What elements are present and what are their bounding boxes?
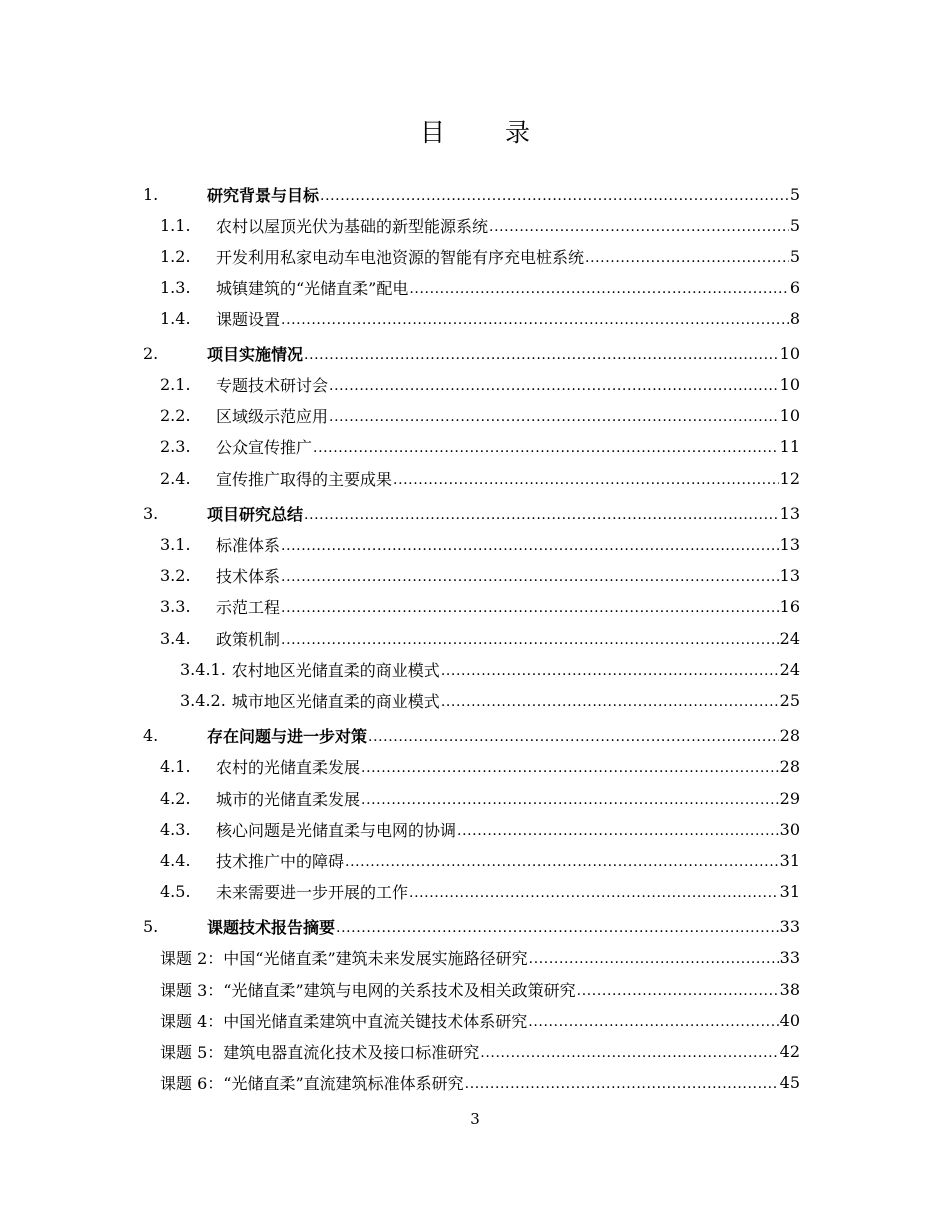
toc-entry-page: 5 [789,216,800,235]
toc-dot-leader [528,1005,778,1036]
toc-entry-number: 1.1. [160,216,191,235]
toc-entry-number: 3. [143,504,159,523]
toc-entry[interactable] [143,338,800,369]
toc-entry[interactable] [160,463,800,494]
toc-entry-number: 4.3. [160,820,191,839]
toc-entry-number: 2.3. [160,437,191,456]
toc-entry-number: 4.4. [160,851,191,870]
toc-entry-page: 13 [779,535,800,554]
toc-entry-number: 4.5. [160,882,191,901]
toc-dot-leader [409,876,779,907]
toc-entry-title: 公众宣传推广 [216,438,313,457]
toc-entry[interactable] [143,179,800,210]
toc-entry-page: 24 [779,660,800,679]
toc-entry-title: 农村地区光储直柔的商业模式 [231,661,440,680]
toc-entry[interactable] [143,498,800,529]
toc-entry-title: 课题设置 [216,310,281,329]
toc-entry[interactable] [160,591,800,622]
toc-entry-title: 项目实施情况 [207,345,304,364]
toc-entry[interactable] [180,685,800,716]
toc-entry-title: 专题技术研讨会 [216,376,329,395]
toc-dot-leader [345,845,779,876]
toc-entry[interactable] [160,845,800,876]
toc-entry-title: 城镇建筑的“光储直柔”配电 [216,279,409,298]
toc-entry[interactable] [160,241,800,272]
toc-dot-leader [409,272,788,303]
toc-entry-page: 6 [789,278,800,297]
toc-dot-leader [529,942,779,973]
toc-dot-leader [329,400,779,431]
toc-dot-leader [320,179,789,210]
toc-entry-title: 示范工程 [216,598,281,617]
toc-entry-number: 课题 2： [160,949,224,968]
toc-entry-title: 研究背景与目标 [207,186,320,205]
toc-dot-leader [281,303,789,334]
toc-entry-page: 30 [779,820,800,839]
toc-entry-page: 33 [779,917,800,936]
toc-entry-number: 4.2. [160,789,191,808]
toc-entry-number: 4.1. [160,757,191,776]
toc-dot-leader [393,463,779,494]
toc-dot-leader [313,431,779,462]
toc-entry-number: 3.3. [160,597,191,616]
toc-entry-title: 技术推广中的障碍 [216,852,345,871]
toc-dot-leader [441,654,779,685]
toc-entry[interactable] [160,303,800,334]
toc-entry-title: “光储直柔”建筑与电网的关系技术及相关政策研究 [223,981,576,1000]
toc-entry-title: 城市的光储直柔发展 [216,790,361,809]
page-number: 3 [470,1110,480,1128]
toc-entry-page: 28 [779,757,800,776]
toc-entry-page: 12 [779,469,800,488]
toc-entry[interactable] [160,560,800,591]
toc-entry[interactable] [160,974,800,1005]
toc-entry-title: 标准体系 [216,536,281,555]
toc-entry[interactable] [160,876,800,907]
toc-entry-page: 11 [779,437,800,456]
toc-dot-leader [281,623,779,654]
toc-entry-page: 31 [779,851,800,870]
toc-entry-number: 1.4. [160,309,191,328]
toc-entry-number: 课题 6： [160,1074,224,1093]
toc-entry-title: 课题技术报告摘要 [207,918,336,937]
toc-entry-page: 10 [779,344,800,363]
toc-entry-page: 8 [789,309,800,328]
toc-entry-page: 13 [779,504,800,523]
toc-entry[interactable] [160,529,800,560]
toc-dot-leader [304,338,779,369]
toc-entry[interactable] [160,272,800,303]
toc-entry-number: 1.3. [160,278,191,297]
toc-entry-title: 区域级示范应用 [216,407,329,426]
toc-entry-page: 10 [779,406,800,425]
toc-entry-page: 16 [779,597,800,616]
toc-dot-leader [457,814,779,845]
toc-dot-leader [577,974,779,1005]
toc-entry-number: 课题 3： [160,981,224,1000]
toc-entry-title: “光储直柔”直流建筑标准体系研究 [223,1074,464,1093]
toc-entry-page: 31 [779,882,800,901]
toc-dot-leader [304,498,779,529]
toc-entry-number: 4. [143,726,159,745]
toc-entry[interactable] [160,1036,800,1067]
toc-entry-page: 5 [789,185,800,204]
toc-entry-page: 45 [779,1073,800,1092]
toc-entry-title: 技术体系 [216,567,281,586]
toc-entry-number: 1.2. [160,247,191,266]
toc-entry-page: 42 [779,1042,800,1061]
toc-entry[interactable] [180,654,800,685]
toc-entry-page: 13 [779,566,800,585]
toc-entry-number: 1. [143,185,159,204]
toc-entry[interactable] [160,751,800,782]
toc-entry-page: 40 [779,1011,800,1030]
toc-dot-leader [329,369,779,400]
toc-entry-title: 农村的光储直柔发展 [216,758,361,777]
toc-entry-title: 未来需要进一步开展的工作 [216,883,409,902]
toc-dot-leader [281,529,779,560]
toc-dot-leader [585,241,789,272]
toc-entry-number: 2.2. [160,406,191,425]
toc-entry-number: 3.1. [160,535,191,554]
toc-dot-leader [361,783,779,814]
toc-entry-title: 政策机制 [216,630,281,649]
toc-entry-page: 24 [779,629,800,648]
toc-entry[interactable] [160,783,800,814]
toc-dot-leader [281,591,779,622]
toc-entry[interactable] [143,720,800,751]
toc-dot-leader [489,210,789,241]
toc-entry[interactable] [160,814,800,845]
toc-entry-title: 建筑电器直流化技术及接口标准研究 [223,1043,480,1062]
toc-entry-number: 3.2. [160,566,191,585]
toc-dot-leader [368,720,779,751]
toc-entry-title: 宣传推广取得的主要成果 [216,470,393,489]
toc-entry-page: 28 [779,726,800,745]
toc-entry-number: 2.1. [160,375,191,394]
toc-entry-number: 2.4. [160,469,191,488]
toc-entry-title: 核心问题是光储直柔与电网的协调 [216,821,457,840]
toc-entry-number: 课题 4： [160,1012,224,1031]
toc-entry-page: 38 [779,980,800,999]
toc-entry-number: 2. [143,344,159,363]
toc-entry[interactable] [160,1005,800,1036]
toc-entry[interactable] [160,431,800,462]
toc-entry-number: 3.4. [160,629,191,648]
toc-dot-leader [281,560,779,591]
toc-entry[interactable] [160,369,800,400]
toc-entry-title: 中国“光储直柔”建筑未来发展实施路径研究 [223,949,528,968]
toc-entry[interactable] [160,623,800,654]
page-title: 目 录 [420,118,556,147]
toc-entry-title: 城市地区光储直柔的商业模式 [231,692,440,711]
toc-entry-number: 3.4.1. [180,660,226,679]
toc-dot-leader [361,751,779,782]
toc-entry-title: 开发利用私家电动车电池资源的智能有序充电桩系统 [216,248,585,267]
toc-entry[interactable] [143,911,800,942]
toc-entry[interactable] [160,1067,800,1098]
toc-entry-page: 33 [779,948,800,967]
toc-entry-number: 3.4.2. [180,691,226,710]
toc-dot-leader [336,911,779,942]
toc-dot-leader [480,1036,778,1067]
toc-entry-page: 29 [779,789,800,808]
toc-dot-leader [441,685,779,716]
toc-entry[interactable] [160,210,800,241]
toc-entry-title: 农村以屋顶光伏为基础的新型能源系统 [216,217,489,236]
toc-dot-leader [465,1067,779,1098]
toc-entry-page: 5 [789,247,800,266]
toc-entry-page: 10 [779,375,800,394]
toc-entry[interactable] [160,400,800,431]
toc-entry[interactable] [160,942,800,973]
toc-entry-title: 存在问题与进一步对策 [207,727,368,746]
toc-entry-page: 25 [779,691,800,710]
toc-entry-number: 5. [143,917,159,936]
toc-entry-title: 项目研究总结 [207,505,304,524]
toc-entry-title: 中国光储直柔建筑中直流关键技术体系研究 [223,1012,528,1031]
toc-entry-number: 课题 5： [160,1043,224,1062]
